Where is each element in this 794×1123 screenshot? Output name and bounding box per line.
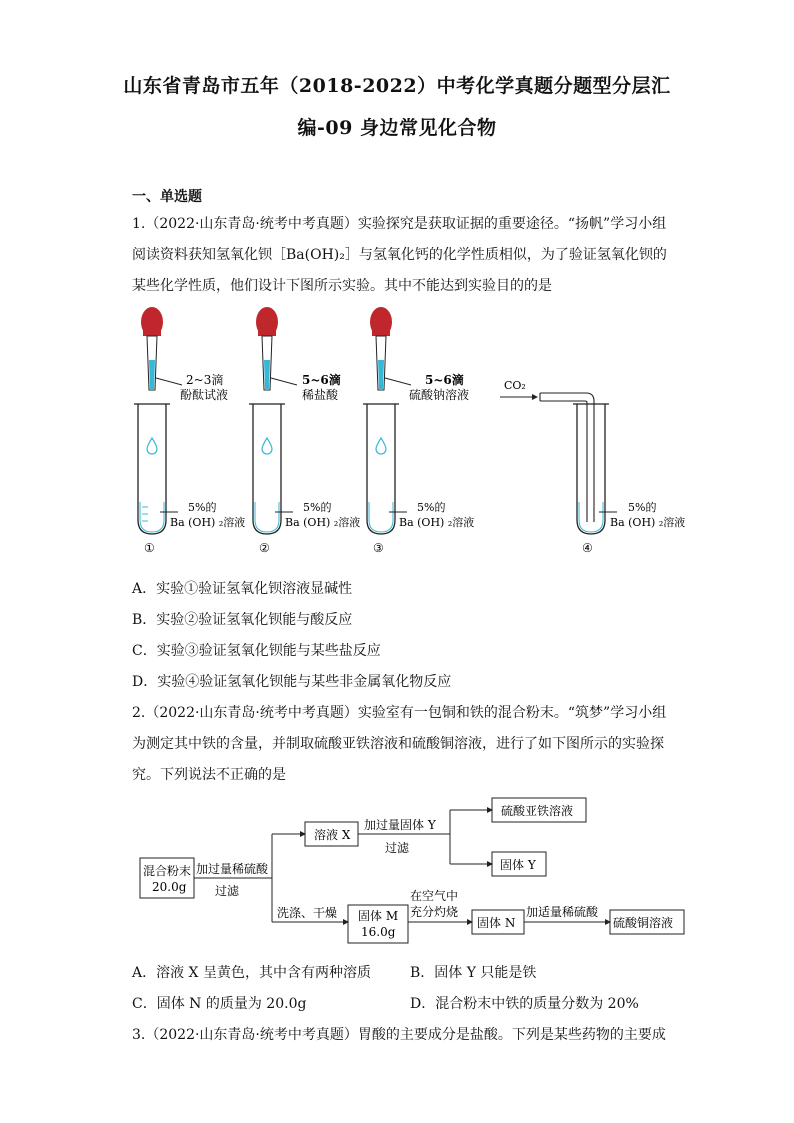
q2-option-a: A．溶液 X 呈黄色，其中含有两种溶质 (132, 965, 371, 981)
solid-m-label: 固体 M (358, 909, 399, 923)
doc-title-line1: 山东省青岛市五年（2018-2022）中考化学真题分题型分层汇 (123, 75, 671, 97)
q1-option-a: A．实验①验证氢氧化钡溶液显碱性 (132, 581, 353, 597)
sol1-label-a: 5%的 (188, 501, 217, 514)
q3-text-line1: 3.（2022·山东青岛·统考中考真题）胃酸的主要成分是盐酸。下列是某些药物的主要成 (132, 1027, 666, 1043)
gas-label: CO₂ (504, 379, 526, 392)
q2-option-c: C．固体 N 的质量为 20.0g (132, 996, 307, 1012)
sol4-label-b: Ba (OH) ₂溶液 (610, 516, 686, 529)
q1-text-line1: 1.（2022·山东青岛·统考中考真题）实验探究是获取证据的重要途径。“扬帆”学习小组 (132, 216, 667, 232)
mix-mass: 20.0g (152, 880, 187, 894)
add-y-label: 加过量固体 Y (364, 818, 436, 832)
reagent1-name: 酚酞试液 (180, 388, 229, 402)
q1-option-c: C．实验③验证氢氧化钡能与某些盐反应 (132, 643, 381, 659)
test-tube-2 (249, 404, 285, 534)
tube4-number: ④ (582, 541, 593, 555)
solid-m-mass: 16.0g (361, 925, 396, 939)
solx-label: 溶液 X (314, 828, 351, 842)
tube2-number: ② (259, 541, 270, 555)
burn-label-a: 在空气中 (410, 889, 459, 903)
q2-text-line2: 为测定其中铁的含量，并制取硫酸亚铁溶液和硫酸铜溶液，进行了如下图所示的实验探 (132, 736, 664, 752)
solid-n-label: 固体 N (477, 916, 516, 930)
tube1-number: ① (144, 541, 155, 555)
q1-text-line3: 某些化学性质，他们设计下图所示实验。其中不能达到实验目的的是 (132, 278, 552, 294)
solid-y-label: 固体 Y (500, 858, 536, 872)
q1-option-d: D．实验④验证氢氧化钡能与某些非金属氧化物反应 (132, 674, 452, 690)
section-heading: 一、单选题 (132, 189, 202, 205)
q2-text-line1: 2.（2022·山东青岛·统考中考真题）实验室有一包铜和铁的混合粉末。“筑梦”学习小组 (132, 705, 667, 721)
feso4-label: 硫酸亚铁溶液 (501, 804, 574, 818)
test-tube-3 (363, 404, 399, 534)
sol3-label-b: Ba (OH) ₂溶液 (399, 516, 475, 529)
mix-label: 混合粉末 (143, 864, 192, 878)
q2-text-line3: 究。下列说法不正确的是 (132, 767, 286, 783)
burn-label-b: 充分灼烧 (410, 905, 459, 919)
q1-option-b: B．实验②验证氢氧化钡能与酸反应 (132, 612, 353, 628)
test-tube-1 (134, 404, 170, 534)
tube3-number: ③ (373, 541, 384, 555)
q2-option-d: D．混合粉末中铁的质量分数为 20% (410, 996, 639, 1012)
add-dilute-acid-label: 加适量稀硫酸 (526, 905, 599, 919)
reagent3-name: 硫酸钠溶液 (409, 388, 470, 402)
cuso4-label: 硫酸铜溶液 (613, 916, 674, 930)
sol1-label-b: Ba (OH) ₂溶液 (170, 516, 246, 529)
wash-label: 洗涤、干燥 (277, 906, 338, 920)
add-acid-label: 加过量稀硫酸 (196, 862, 269, 876)
dropper-1 (141, 307, 163, 390)
filter1-label: 过滤 (215, 884, 240, 898)
dropper-2 (256, 307, 278, 390)
sol4-label-a: 5%的 (628, 501, 657, 514)
sol2-label-a: 5%的 (303, 501, 332, 514)
q2-flowchart (130, 790, 690, 950)
sol2-label-b: Ba (OH) ₂溶液 (285, 516, 361, 529)
q2-option-b: B．固体 Y 只能是铁 (410, 965, 537, 981)
q1-text-line2: 阅读资料获知氢氧化钡［Ba(OH)₂］与氢氧化钙的化学性质相似，为了验证氢氧化钡的 (132, 247, 667, 263)
filter2-label: 过滤 (385, 841, 410, 855)
sol3-label-a: 5%的 (417, 501, 446, 514)
reagent2-drops: 5~6滴 (302, 373, 341, 387)
doc-title-line2: 编-09 身边常见化合物 (297, 117, 497, 139)
q1-figure (120, 300, 700, 560)
reagent3-drops: 5~6滴 (425, 373, 464, 387)
reagent1-drops: 2~3滴 (186, 373, 224, 387)
reagent2-name: 稀盐酸 (302, 388, 339, 402)
test-tube-4 (540, 393, 609, 534)
dropper-3 (370, 307, 392, 390)
